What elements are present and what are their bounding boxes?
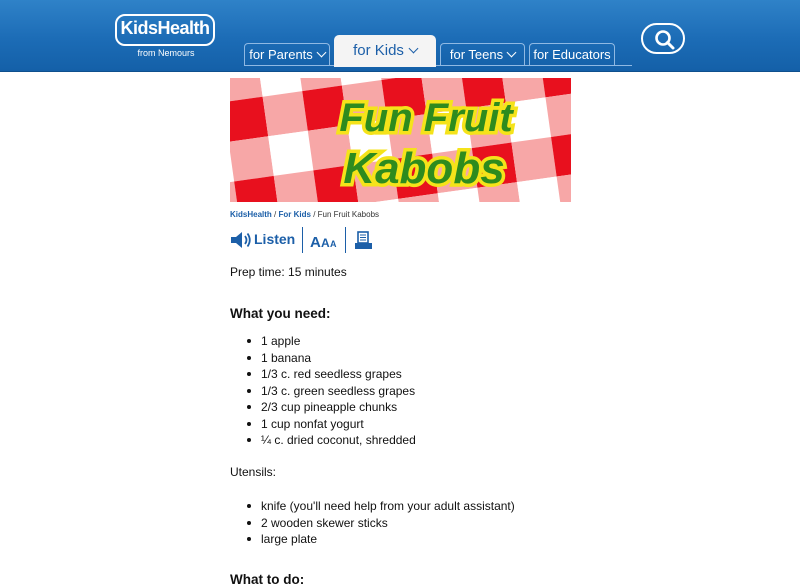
- tab-for-teens[interactable]: [440, 43, 525, 65]
- list-item: 1 banana: [246, 350, 416, 367]
- what-to-do-heading: What to do:: [230, 572, 305, 587]
- svg-text:A: A: [310, 234, 321, 249]
- ingredients-list: [246, 333, 416, 449]
- list-item: 1 apple: [246, 333, 416, 350]
- tab-for-parents[interactable]: [244, 43, 330, 65]
- breadcrumb-kidshealth[interactable]: KidsHealth: [230, 210, 272, 219]
- kidshealth-logo[interactable]: [115, 14, 217, 48]
- breadcrumb-separator: /: [274, 210, 277, 219]
- list-item: 1/3 c. green seedless grapes: [246, 383, 416, 400]
- list-item: ¼ c. dried coconut, shredded: [246, 432, 416, 449]
- tabs-baseline: [244, 65, 632, 66]
- chevron-down-icon: [316, 48, 326, 58]
- utensils-heading: Utensils:: [230, 465, 277, 479]
- text-size-button[interactable]: [310, 233, 338, 254]
- what-you-need-heading: What you need:: [230, 306, 331, 321]
- gingham-square: [274, 170, 319, 202]
- tool-divider: [302, 227, 303, 253]
- recipe-banner: [230, 78, 571, 202]
- list-item: 2/3 cup pineapple chunks: [246, 399, 416, 416]
- list-item: 1 cup nonfat yogurt: [246, 416, 416, 433]
- list-item: large plate: [246, 531, 515, 548]
- gingham-square: [263, 91, 308, 136]
- breadcrumb-current: Fun Fruit Kabobs: [317, 210, 380, 219]
- gingham-square: [230, 136, 274, 181]
- print-button[interactable]: [354, 231, 374, 256]
- gingham-square: [268, 131, 313, 176]
- chevron-down-icon: [408, 44, 418, 54]
- tab-for-kids[interactable]: [334, 35, 436, 67]
- speaker-icon: [230, 230, 252, 250]
- list-item: knife (you'll need help from your adult assistant): [246, 498, 515, 515]
- gingham-square: [230, 97, 268, 142]
- banner-title-line1: Fun Fruit: [339, 96, 513, 140]
- print-icon: [354, 231, 374, 251]
- logo-text: KidsHealth: [120, 18, 210, 38]
- svg-text:A: A: [330, 239, 337, 249]
- prep-time: Prep time: 15 minutes: [230, 265, 347, 279]
- gingham-square: [506, 97, 551, 142]
- gingham-background: [230, 78, 571, 202]
- text-size-icon: [310, 233, 338, 249]
- search-button[interactable]: [641, 23, 685, 54]
- svg-text:A: A: [321, 236, 330, 249]
- listen-label: Listen: [254, 231, 296, 247]
- list-item: 2 wooden skewer sticks: [246, 515, 515, 532]
- gingham-square: [511, 137, 556, 182]
- tab-label: for Kids: [353, 42, 404, 59]
- site-header: [0, 0, 800, 72]
- listen-button[interactable]: [230, 227, 300, 253]
- tab-label: for Parents: [249, 47, 313, 62]
- banner-title-line2: Kabobs: [343, 144, 505, 193]
- breadcrumb: [230, 210, 379, 219]
- tab-for-educators[interactable]: [529, 43, 615, 65]
- logo-subtitle: from Nemours: [137, 48, 195, 58]
- tab-label: for Educators: [533, 47, 611, 62]
- tab-label: for Teens: [449, 47, 504, 62]
- breadcrumb-for-kids[interactable]: For Kids: [278, 210, 311, 219]
- chevron-down-icon: [507, 48, 517, 58]
- search-icon: [654, 29, 676, 51]
- list-item: 1/3 c. red seedless grapes: [246, 366, 416, 383]
- utensils-list: [246, 498, 515, 548]
- tool-divider: [345, 227, 346, 253]
- breadcrumb-separator: /: [313, 210, 316, 219]
